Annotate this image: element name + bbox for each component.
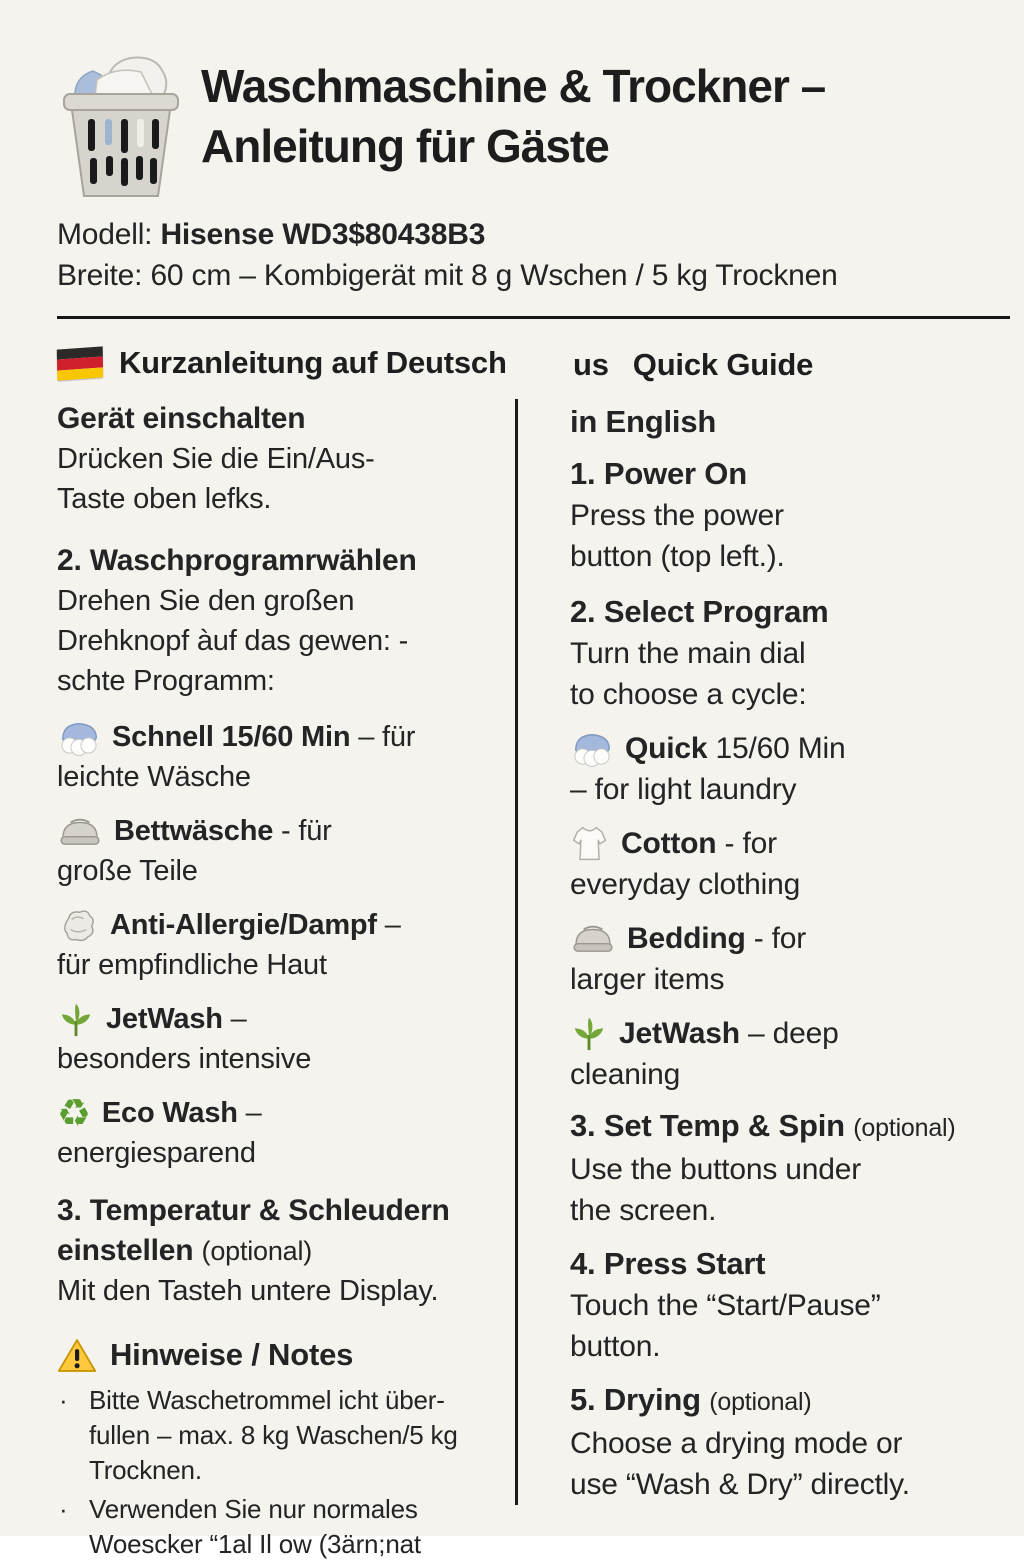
en-program-bedding-name: Bedding (627, 921, 746, 955)
note-item-detergent (57, 1492, 499, 1562)
de-program-antiallergy-line2: für empfindliche Haut (57, 949, 327, 981)
en-step-temp-title: 3. Set Temp & Spin (570, 1108, 854, 1143)
de-step-temp-title2: einstellen (57, 1234, 202, 1267)
en-program-quick-name: Quick (625, 731, 708, 765)
german-column (57, 399, 499, 1566)
en-step-power-title: 1. Power On (570, 456, 747, 491)
en-step-power (570, 453, 982, 577)
de-program-bedding (57, 811, 499, 891)
notes-section (57, 1333, 499, 1562)
jetwash-leaf-icon (57, 1000, 95, 1038)
de-step-temp (57, 1191, 499, 1311)
en-program-jetwash-line2: cleaning (570, 1058, 681, 1091)
size-line: Breite: 60 cm – Kombigerät mit 8 g Wschen / 5 kg Trocknen (57, 259, 838, 292)
de-program-antiallergy-name: Anti-Allergie/Dampf (110, 909, 377, 941)
de-program-bedding-tail: - für (273, 815, 332, 847)
model-value: Hisense WD3$80438B3 (160, 218, 486, 251)
warning-triangle-icon (57, 1337, 97, 1374)
en-step-drying (570, 1379, 982, 1505)
note-detergent-line1: Verwenden Sie nur normales (89, 1494, 418, 1524)
english-header-label: Quick Guide (632, 347, 814, 382)
de-program-jetwash-name: JetWash (106, 1003, 223, 1035)
de-program-antiallergy-tail: – (376, 909, 401, 941)
horizontal-divider (57, 316, 1010, 319)
de-program-eco-name: Eco Wash (101, 1097, 238, 1129)
en-program-cotton-line2: everyday clothing (570, 868, 801, 901)
model-line (57, 214, 1004, 255)
bedding-icon (57, 814, 103, 848)
en-step-start-line1: Touch the “Start/Pause” (570, 1289, 881, 1322)
de-step-temp-line1: Mit den Tasteh untere Display. (57, 1275, 439, 1307)
bedding-icon (570, 921, 616, 955)
page-title-line1: Waschmaschine & Trockner – (201, 60, 826, 112)
en-program-jetwash-name: JetWash (619, 1016, 740, 1050)
us-flag-label: us (573, 347, 609, 382)
en-step-power-line1: Press the power (570, 499, 784, 532)
en-program-cotton-name: Cotton (621, 826, 717, 860)
notes-header: Hinweise / Notes (110, 1337, 354, 1372)
de-program-quick (57, 717, 499, 797)
page-title (201, 50, 825, 176)
eco-recycle-icon: ♻ (57, 1091, 91, 1135)
english-section-header (573, 347, 813, 383)
en-step-drying-optional: (optional) (709, 1388, 812, 1416)
column-divider (515, 399, 518, 1505)
page-title-line2: Anleitung für Gäste (201, 120, 609, 172)
en-step-temp-optional: (optional) (853, 1114, 956, 1142)
section-header-row (57, 345, 1004, 391)
en-step-start-line2: button. (570, 1330, 661, 1363)
de-program-eco-line2: energiesparend (57, 1137, 256, 1169)
de-step-temp-optional: (optional) (201, 1236, 313, 1266)
en-step-program-line1: Turn the main dial (570, 637, 806, 670)
en-step-program-title: 2. Select Program (570, 594, 829, 629)
german-flag-icon (57, 346, 103, 380)
german-section-header (57, 345, 1004, 381)
en-step-program-line2: to choose a cycle: (570, 678, 807, 711)
de-step-program (57, 541, 499, 701)
en-step-temp-line1: Use the buttons under (570, 1153, 861, 1186)
de-step-power-line2: Taste oben lefks. (57, 483, 272, 515)
quick-cloud-icon (57, 719, 101, 755)
en-program-bedding-line2: larger items (570, 963, 725, 996)
de-program-jetwash (57, 999, 499, 1079)
en-step-start-title: 4. Press Start (570, 1246, 766, 1281)
en-program-bedding (570, 917, 982, 1000)
model-label: Modell: (57, 218, 161, 251)
de-program-eco (57, 1093, 499, 1173)
note-overfill-line2: fullen – max. 8 kg Waschen/5 kg (89, 1420, 458, 1450)
note-overfill-line1: Bitte Waschetrommel icht über- (89, 1385, 445, 1415)
de-step-program-line2: Drehknopf àuf das gewen: - (57, 625, 409, 657)
en-step-start (570, 1243, 982, 1367)
de-program-antiallergy (57, 905, 499, 985)
de-step-program-line3: schte Programm: (57, 665, 275, 697)
bullet-dot: · (59, 1494, 68, 1524)
de-program-bedding-line2: große Teile (57, 855, 198, 887)
en-step-power-line2: button (top left.). (570, 540, 785, 573)
de-program-eco-tail: – (237, 1097, 262, 1129)
en-program-bedding-tail: - for (745, 921, 807, 955)
tshirt-icon (570, 822, 610, 864)
german-header-label: Kurzanleitung auf Deutsch (119, 345, 507, 380)
en-header-line2: in English (570, 404, 717, 439)
columns (57, 399, 1004, 1566)
de-program-quick-line2: leichte Wäsche (57, 761, 251, 793)
de-program-quick-tail: – für (350, 721, 416, 753)
steam-cloth-icon (57, 905, 99, 945)
en-program-cotton (570, 822, 982, 905)
de-program-jetwash-tail: – (222, 1003, 247, 1035)
jetwash-leaf-icon (570, 1014, 608, 1052)
laundry-basket-icon (57, 50, 185, 200)
bullet-dot: · (59, 1385, 68, 1415)
notes-list (57, 1383, 499, 1562)
de-step-program-title: 2. Waschprogramrwählen (57, 544, 417, 577)
page-header (57, 50, 1004, 200)
en-program-jetwash-tail: – deep (739, 1016, 839, 1050)
de-program-quick-name: Schnell 15/60 Min (112, 721, 351, 753)
de-step-temp-title: 3. Temperatur & Schleudern (57, 1194, 450, 1227)
en-step-drying-line2: use “Wash & Dry” directly. (570, 1468, 910, 1501)
en-step-temp (570, 1105, 982, 1231)
de-program-jetwash-line2: besonders intensive (57, 1043, 312, 1075)
de-step-power-title: Gerät einschalten (57, 402, 306, 435)
en-program-jetwash (570, 1012, 982, 1095)
en-step-drying-line1: Choose a drying mode or (570, 1427, 903, 1460)
de-step-power-line1: Drücken Sie die Ein/Aus- (57, 443, 375, 475)
english-column (570, 399, 982, 1505)
de-step-power (57, 399, 499, 519)
en-program-quick-tail: 15/60 Min (707, 731, 846, 765)
de-program-bedding-name: Bettwäsche (114, 815, 274, 847)
de-step-program-line1: Drehen Sie den großen (57, 585, 355, 617)
note-detergent-line2: Woescker “1al Il ow (3ärn;nat (89, 1529, 421, 1559)
en-program-quick (570, 727, 982, 810)
model-info (57, 214, 1004, 296)
en-program-quick-line2: – for light laundry (570, 773, 797, 806)
note-item-overfill (57, 1383, 499, 1488)
note-overfill-line3: Trocknen. (89, 1455, 202, 1485)
en-step-drying-title: 5. Drying (570, 1382, 710, 1417)
en-step-program (570, 591, 982, 715)
quick-cloud-icon (570, 730, 614, 766)
en-program-cotton-tail: - for (716, 826, 777, 860)
en-step-temp-line2: the screen. (570, 1194, 717, 1227)
